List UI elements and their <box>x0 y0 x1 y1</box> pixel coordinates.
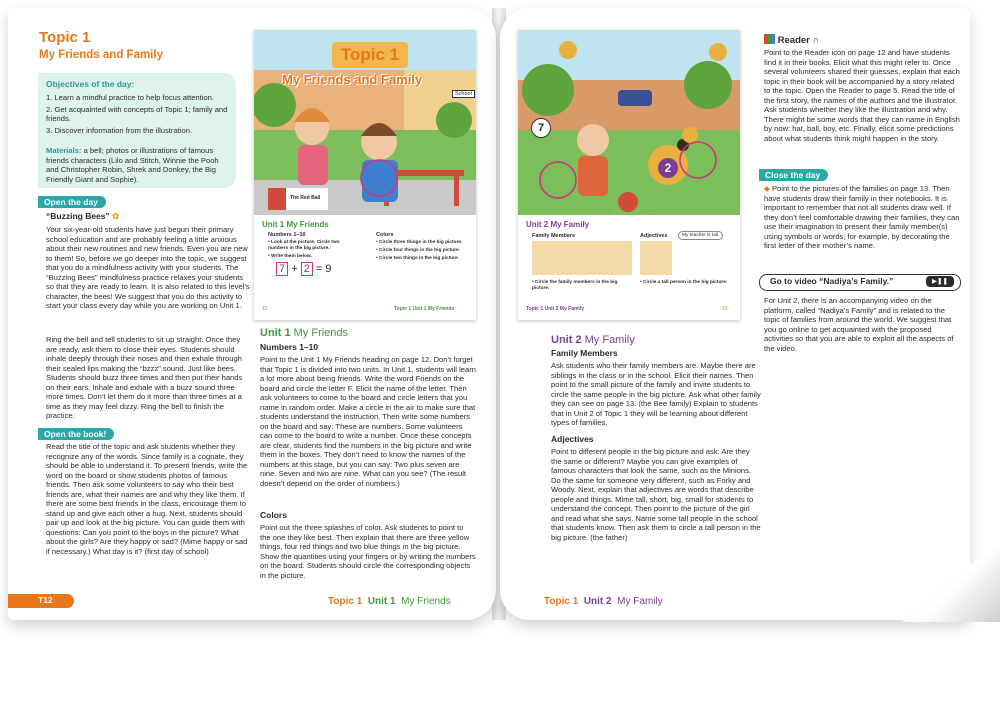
adjectives-paragraph: Point to different people in the big picture and ask: Are they the same or different? Maybe you can give examples of famous characters that look the same, such as the Minions. Do the same for someone very different, such as Forky and Woody. Next, explain that adjectives are words that describe people and things. Mime tall, short, big, small for students to understand the concept. Then point to the picture of the girl and read what she says. Name some tall people in the school that students know. Then ask them to circle a tall person in the big picture. (the father) <box>551 447 761 542</box>
reader-book-title: The Red Ball <box>290 195 321 201</box>
left-footer: Topic 1 Unit 1 My Friends <box>328 596 451 607</box>
mini-numbers-label: Numbers 1–10 <box>268 232 306 238</box>
open-day-tag: Open the day <box>38 196 106 208</box>
mini-unit2-heading: Unit 2 My Family <box>526 220 590 229</box>
colors-paragraph: Point out the three splashes of color. Ask students to point to the one they like best. Then explain that there are three yellow things, four red things and two blue things in the big picture. Show the quantities using your fingers or by writing the numbers on the board. Students should circle the corresponding objects in the picture. <box>260 523 476 580</box>
lotus-icon: ✿ <box>112 211 120 221</box>
numbers-paragraph: Point to the Unit 1 My Friends heading on page 12. Don’t forget that Topic 1 is divided into two units. In Unit 1, students will learn a lot more about being friends. Write the word Friends on the board and circle the letter F. Elicit the name of the letter. Then ask volunteers to come to the board and circle letters that you name in random order. Make a circle in the air to make sure that students understand the instruction. Then write some numbers on the board and say: These are numbers. Some volunteers can come to the board to write a number. Once these concepts are clear, students find the numbers in the big picture and write them in the boxes. They don’t need to know the names of the numbers at this stage, but you can say: Two plus seven are nine. Seven and two are nine. What can you see? (The result doesn’t depend on the order of numbers.) <box>260 355 476 488</box>
mini-unit-heading: Unit 1 My Friends <box>262 220 329 229</box>
reader-heading: Reader ∩ <box>764 34 819 46</box>
school-sign: School <box>452 90 475 98</box>
mini-footer: Topic 1 Unit 1 My Friends <box>394 306 455 312</box>
play-pause-icon: ▶❚❚ <box>926 276 954 287</box>
mini-topic-banner: Topic 1 <box>332 42 408 68</box>
open-book-paragraph: Read the title of the topic and ask students whether they recognize any of the words. Since family is a cognate, they should be able to understand it. To present friends, write the word on the board or show students photos of famous friends. Then ask some volunteers to say who their best friends are, what their names are and why they like them. If there are some best friends in the class, encourage them to stand up and give each other a hug. Next, students should pair up and look at the big picture. You can guide them with questions: Can you point to the boys in the picture? What about the girls? Are they happy or sad? (Mime happy or sad if necessary.) What day is it? (first day of school) <box>46 442 248 556</box>
adjectives-heading: Adjectives <box>551 434 594 444</box>
topic-subtitle: My Friends and Family <box>39 49 163 61</box>
right-footer: Topic 1 Unit 2 My Family <box>544 596 663 607</box>
mini-page-num-right: 13 <box>722 306 728 312</box>
mini-circle-tall: • Circle a tall person in the big picture. <box>640 280 728 285</box>
close-day-paragraph: ◆ Point to the pictures of the families on page 13. Then have students draw their family in their notebooks. It is important to remember that not all students draw well. If they don’t feel comfortable drawing their families, they can use their imagination to present their family member(s) using symbols or words, for example, by decorating the first letter of their mother’s name. <box>764 184 960 250</box>
page-number: T12 <box>38 595 53 605</box>
video-button-label: Go to video “Nadiya’s Family.” <box>770 276 894 286</box>
mini-adjectives: Adjectives <box>640 233 668 239</box>
buzzing-bees-title: “Buzzing Bees” ✿ <box>46 211 120 221</box>
headphones-icon: ∩ <box>812 35 820 46</box>
materials-label: Materials: <box>46 146 82 155</box>
materials-text: a bell; photos or illustrations of famous friends characters (Lilo and Stitch, Winnie the Pooh and Christopher Robin, Shrek and Donkey, the Big Friendly Giant and Sophie). <box>46 146 219 184</box>
mini-footer-right: Topic 1 Unit 2 My Family <box>526 306 584 312</box>
family-members-heading: Family Members <box>551 348 618 358</box>
open-day-paragraph-2: Ring the bell and tell students to sit up straight. Once they are ready, ask them to close their eyes. Students should inhale deeply through their noses and then exhale through their sealed lips making the “bzzz” sound. Just like bees. Students should buzz three times and then put their hands on their ears. Inhale and exhale with a buzz sound three more times. Don’t let them do it more than three times at a time as they may feel dizzy. Ring the bell to finish the practice. <box>46 335 243 420</box>
mini-colors-list: • Circle three things in the big picture. • Circle four things in the big picture. • Circle two things in the big picture. <box>376 240 463 261</box>
colors-heading: Colors <box>260 510 287 520</box>
mini-family-members: Family Members <box>532 233 576 239</box>
family-photo <box>532 241 632 275</box>
right-page <box>500 8 970 620</box>
topic-title: Topic 1 <box>39 29 91 46</box>
mini-page-num: 12 <box>262 306 268 312</box>
family-members-paragraph: Ask students who their family members are. Maybe there are siblings in the class or in the school. Elicit their names. Then point to the small picture of the family and invite students to circle the same people in the big picture. Ask what other family they can see on page 13. (the Bee family) Explain to students that in Unit 2 of Topic 1 they will be learning about different types of families. <box>551 361 761 427</box>
mini-colors-label: Colors <box>376 232 394 238</box>
video-button[interactable] <box>759 274 961 291</box>
objective-item: 2. Get acquainted with concepts of Topic 1; family and friends. <box>46 104 228 123</box>
unit1-heading: Unit 1 My Friends <box>260 327 349 339</box>
page-number-badge <box>8 594 74 608</box>
book-icon <box>764 34 775 44</box>
open-book-tag: Open the book! <box>38 428 114 440</box>
mini-numbers-inst: • Look at the picture. Circle two numbers in the big picture. <box>268 240 340 251</box>
objectives-title: Objectives of the day: <box>46 79 135 89</box>
student-page-13-preview <box>518 30 740 320</box>
mini-write-inst: • Write them below. <box>268 254 312 259</box>
unit2-heading: Unit 2 My Family <box>551 334 635 346</box>
numbers-heading: Numbers 1–10 <box>260 342 319 352</box>
close-day-tag: Close the day <box>759 169 828 181</box>
student-page-12-preview <box>254 30 476 320</box>
objective-item: 3. Discover information from the illustration. <box>46 125 193 135</box>
speech-bubble: My teacher is tall. <box>678 231 723 240</box>
left-page <box>8 8 496 620</box>
objectives-box <box>38 73 236 188</box>
open-day-paragraph-1: Your six-year-old students have just begun their primary school education and are probably feeling a little anxious about their new routines and new friends. Even you are new to them! So, before we go deeper into the topic, we suggest that you do a mindfulness activity with your students. The “Buzzing Bees” mindfulness practice relaxes your students so that they are ready to learn. It is also related to this level’s character, the bees! We suggest that you do this activity to start your class every day while you are working on Unit 1. <box>46 225 250 310</box>
mini-equation: 7 + 2 = 9 <box>276 263 331 275</box>
video-paragraph: For Unit 2, there is an accompanying video on the platform, called “Nadiya’s Family” and is related to the topic of families from around the world. We suggest that you go online to get acquainted with the proposed activities so that you are able to exploit all the aspects of the video. <box>764 296 954 353</box>
reader-paragraph: Point to the Reader icon on page 12 and have students find it in their books. Elicit what this might refer to. Once several volunteers shared their guesses, explain that each topic in their book will be accompanied by a story related to the topic. Open the Reader to page 5. Read the title of the first story, the names of the authors and the illustrator. Ask students whether they like the illustration and why. There might be some words that they can name in English by now: hat, ball, boy, etc. Finally, elicit some predictions about what students think might happen in the story. <box>764 48 960 143</box>
materials <box>46 146 230 184</box>
bullet-icon: ◆ <box>764 184 770 193</box>
objective-item: 1. Learn a mindful practice to help focus attention. <box>46 93 215 102</box>
number-badge-7: 7 <box>531 118 551 138</box>
family-illustration <box>518 30 740 215</box>
number-badge-2: 2 <box>658 158 678 178</box>
girl-photo <box>640 241 672 275</box>
mini-circle-family: • Circle the family members in the big picture. <box>532 280 618 291</box>
mini-title: My Friends and Family <box>282 72 423 87</box>
objectives-list <box>46 93 228 135</box>
